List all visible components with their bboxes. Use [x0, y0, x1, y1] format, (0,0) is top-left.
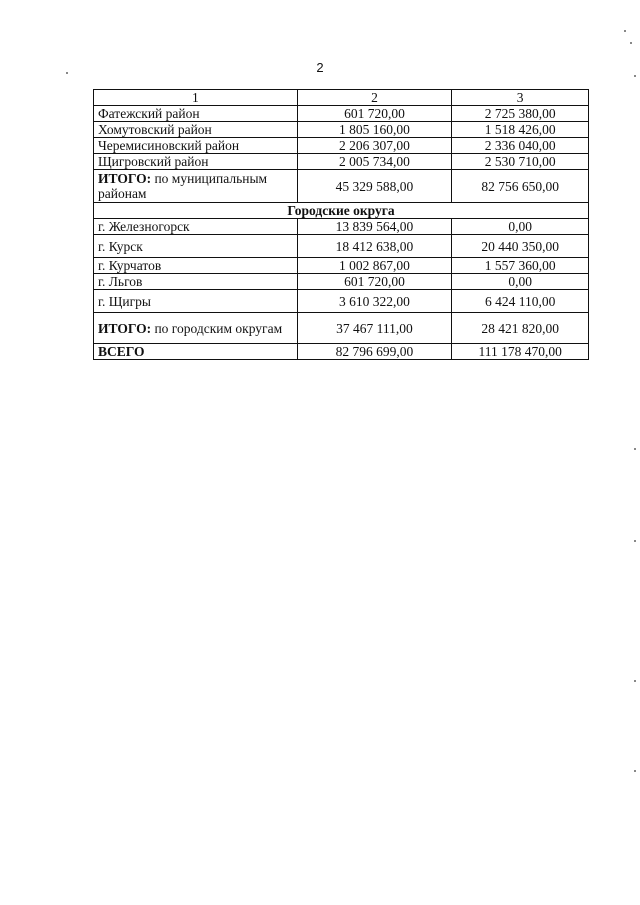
scan-artifact: [634, 75, 636, 77]
value-col3: 1 557 360,00: [452, 258, 589, 274]
total-label-rest: по городским округам: [151, 320, 283, 336]
district-name: Черемисиновский район: [94, 138, 298, 154]
table-row: [94, 219, 589, 235]
value-col2: 601 720,00: [297, 106, 452, 122]
total-col3: 28 421 820,00: [452, 313, 589, 344]
section-title: Городские округа: [94, 203, 589, 219]
total-label-bold: ИТОГО:: [98, 320, 152, 336]
table-row: [94, 258, 589, 274]
city-name: г. Щигры: [94, 290, 298, 313]
grand-total-label-bold: ВСЕГО: [98, 344, 145, 359]
value-col2: 18 412 638,00: [297, 235, 452, 258]
total-label: [94, 313, 298, 344]
grand-total-row: [94, 344, 589, 360]
scan-artifact: [634, 680, 636, 682]
scan-artifact: [630, 42, 632, 44]
table-row: [94, 138, 589, 154]
district-name: Фатежский район: [94, 106, 298, 122]
column-header: 2: [297, 90, 452, 106]
value-col3: 6 424 110,00: [452, 290, 589, 313]
value-col2: 601 720,00: [297, 274, 452, 290]
budget-table: [93, 89, 589, 360]
value-col2: 3 610 322,00: [297, 290, 452, 313]
grand-total-col3: 111 178 470,00: [452, 344, 589, 360]
total-label-bold: ИТОГО:: [98, 171, 152, 186]
table-row: [94, 106, 589, 122]
table-row: [94, 122, 589, 138]
value-col2: 2 206 307,00: [297, 138, 452, 154]
total-col2: 37 467 111,00: [297, 313, 452, 344]
table-row: [94, 290, 589, 313]
scan-artifact: [634, 770, 636, 772]
grand-total-label: [94, 344, 298, 360]
value-col3: 20 440 350,00: [452, 235, 589, 258]
column-header: 3: [452, 90, 589, 106]
total-col2: 45 329 588,00: [297, 170, 452, 203]
section-row: [94, 203, 589, 219]
value-col3: 1 518 426,00: [452, 122, 589, 138]
scan-artifact: [624, 30, 626, 32]
page-number: 2: [316, 60, 324, 75]
city-name: г. Курск: [94, 235, 298, 258]
district-name: Хомутовский район: [94, 122, 298, 138]
total-label-rest: по муниципальным районам: [98, 171, 268, 201]
city-name: г. Льгов: [94, 274, 298, 290]
scan-artifact: [634, 448, 636, 450]
grand-total-col2: 82 796 699,00: [297, 344, 452, 360]
table-row: [94, 274, 589, 290]
total-cities-row: [94, 313, 589, 344]
scan-artifact: [66, 72, 68, 74]
value-col3: 2 530 710,00: [452, 154, 589, 170]
value-col2: 13 839 564,00: [297, 219, 452, 235]
value-col3: 2 336 040,00: [452, 138, 589, 154]
city-name: г. Железногорск: [94, 219, 298, 235]
city-name: г. Курчатов: [94, 258, 298, 274]
table-header-row: [94, 90, 589, 106]
total-label: [94, 170, 298, 203]
value-col2: 1 805 160,00: [297, 122, 452, 138]
column-header: 1: [94, 90, 298, 106]
value-col2: 1 002 867,00: [297, 258, 452, 274]
value-col3: 0,00: [452, 274, 589, 290]
table-row: [94, 154, 589, 170]
value-col3: 0,00: [452, 219, 589, 235]
value-col2: 2 005 734,00: [297, 154, 452, 170]
scan-artifact: [634, 540, 636, 542]
table-row: [94, 235, 589, 258]
district-name: Щигровский район: [94, 154, 298, 170]
total-col3: 82 756 650,00: [452, 170, 589, 203]
total-districts-row: [94, 170, 589, 203]
value-col3: 2 725 380,00: [452, 106, 589, 122]
